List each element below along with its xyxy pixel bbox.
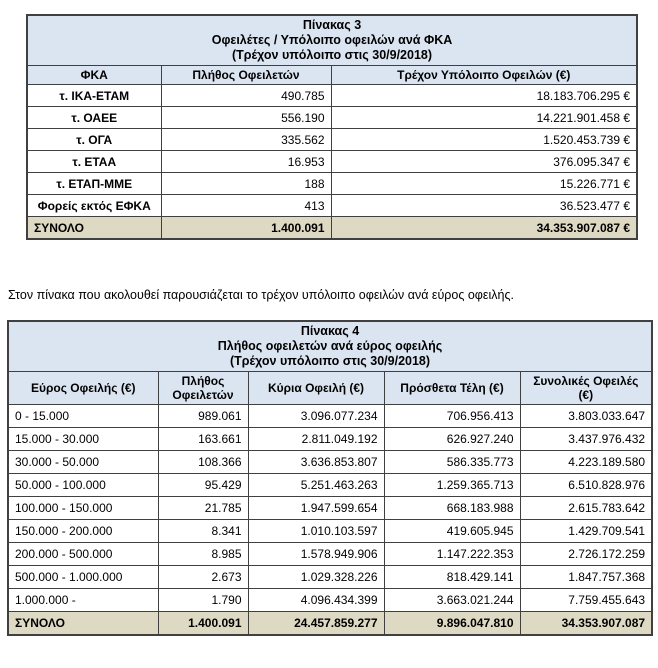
- table-cell: 8.341: [158, 520, 248, 543]
- intro-paragraph: Στον πίνακα που ακολουθεί παρουσιάζεται το τρέχον υπόλοιπο οφειλών ανά εύρος οφειλής.: [8, 288, 514, 302]
- column-header-count: Πλήθος Οφειλετών: [161, 66, 331, 85]
- table-cell: 0 - 15.000: [8, 405, 158, 428]
- table-cell: 21.785: [158, 497, 248, 520]
- total-row: [8, 612, 652, 636]
- table-cell: 1.520.453.739 €: [331, 129, 637, 151]
- table-row: [8, 566, 652, 589]
- table-cell: 419.605.945: [384, 520, 520, 543]
- table-cell: 6.510.828.976: [520, 474, 652, 497]
- table-row: [27, 195, 637, 217]
- column-header-surcharges: Πρόσθετα Τέλη (€): [384, 372, 520, 405]
- table-cell: 18.183.706.295 €: [331, 85, 637, 107]
- table-cell: 556.190: [161, 107, 331, 129]
- table-cell: τ. ΟΓΑ: [27, 129, 161, 151]
- table-cell: Φορείς εκτός ΕΦΚΑ: [27, 195, 161, 217]
- table-title-row: [8, 321, 652, 372]
- table-row: [8, 520, 652, 543]
- total-cell: 34.353.907.087: [520, 612, 652, 636]
- table3-title: [27, 15, 637, 66]
- table-cell: 7.759.455.643: [520, 589, 652, 612]
- table-cell: 1.000.000 -: [8, 589, 158, 612]
- table-row: [8, 497, 652, 520]
- table-cell: 188: [161, 173, 331, 195]
- table-cell: 668.183.988: [384, 497, 520, 520]
- column-header-row: [27, 66, 637, 85]
- table-cell: 490.785: [161, 85, 331, 107]
- table-cell: τ. ΕΤΑΠ-ΜΜΕ: [27, 173, 161, 195]
- table-cell: τ. ΟΑΕΕ: [27, 107, 161, 129]
- table-cell: 1.847.757.368: [520, 566, 652, 589]
- column-header-count: Πλήθος Οφειλετών: [158, 372, 248, 405]
- table-cell: 30.000 - 50.000: [8, 451, 158, 474]
- table-cell: 335.562: [161, 129, 331, 151]
- table-pinakas-3: [26, 14, 638, 240]
- table3-title-line1: Πίνακας 3: [302, 18, 362, 32]
- table-cell: 1.010.103.597: [248, 520, 384, 543]
- table-cell: 586.335.773: [384, 451, 520, 474]
- table-cell: 3.096.077.234: [248, 405, 384, 428]
- table-cell: 1.429.709.541: [520, 520, 652, 543]
- table-row: [27, 129, 637, 151]
- table-cell: 626.927.240: [384, 428, 520, 451]
- table-row: [27, 85, 637, 107]
- table-cell: 3.636.853.807: [248, 451, 384, 474]
- column-header-balance: Τρέχον Υπόλοιπο Οφειλών (€): [331, 66, 637, 85]
- table-cell: 989.061: [158, 405, 248, 428]
- total-row: [27, 217, 637, 240]
- table-cell: 2.673: [158, 566, 248, 589]
- table-cell: 2.811.049.192: [248, 428, 384, 451]
- table-cell: 1.947.599.654: [248, 497, 384, 520]
- table-cell: 706.956.413: [384, 405, 520, 428]
- table4-title-line1: Πίνακας 4: [300, 324, 360, 338]
- table-cell: 5.251.463.263: [248, 474, 384, 497]
- table-cell: 1.790: [158, 589, 248, 612]
- table-row: [8, 405, 652, 428]
- table-cell: 1.259.365.713: [384, 474, 520, 497]
- table-cell: 1.578.949.906: [248, 543, 384, 566]
- table-row: [27, 107, 637, 129]
- table3-title-line2: Οφειλέτες / Υπόλοιπο οφειλών ανά ΦΚΑ: [211, 33, 453, 47]
- table-row: [27, 151, 637, 173]
- table-cell: 4.223.189.580: [520, 451, 652, 474]
- table-cell: 8.985: [158, 543, 248, 566]
- table-row: [8, 589, 652, 612]
- table-cell: 1.147.222.353: [384, 543, 520, 566]
- table-cell: 150.000 - 200.000: [8, 520, 158, 543]
- column-header-row: [8, 372, 652, 405]
- table-cell: 163.661: [158, 428, 248, 451]
- table-pinakas-4: [7, 320, 653, 636]
- table-title-row: [27, 15, 637, 66]
- table-cell: 376.095.347 €: [331, 151, 637, 173]
- total-cell: 9.896.047.810: [384, 612, 520, 636]
- table-cell: 16.953: [161, 151, 331, 173]
- table-cell: 15.000 - 30.000: [8, 428, 158, 451]
- table4-title: [8, 321, 652, 372]
- total-cell: 1.400.091: [158, 612, 248, 636]
- table-cell: 1.029.328.226: [248, 566, 384, 589]
- table-cell: 14.221.901.458 €: [331, 107, 637, 129]
- table-cell: 2.615.783.642: [520, 497, 652, 520]
- table-cell: 2.726.172.259: [520, 543, 652, 566]
- column-header-main-debt: Κύρια Οφειλή (€): [248, 372, 384, 405]
- table-row: [8, 474, 652, 497]
- table-cell: 4.096.434.399: [248, 589, 384, 612]
- table-row: [8, 451, 652, 474]
- table-cell: 36.523.477 €: [331, 195, 637, 217]
- table-cell: 500.000 - 1.000.000: [8, 566, 158, 589]
- table4-title-line2: Πλήθος οφειλετών ανά εύρος οφειλής: [217, 339, 443, 353]
- table-cell: 413: [161, 195, 331, 217]
- column-header-range: Εύρος Οφειλής (€): [8, 372, 158, 405]
- total-label: ΣΥΝΟΛΟ: [27, 217, 161, 240]
- table-cell: 3.437.976.432: [520, 428, 652, 451]
- table-cell: 50.000 - 100.000: [8, 474, 158, 497]
- table-row: [8, 428, 652, 451]
- table-cell: 3.663.021.244: [384, 589, 520, 612]
- column-header-fka: ΦΚΑ: [27, 66, 161, 85]
- table-row: [8, 543, 652, 566]
- total-cell: 34.353.907.087 €: [331, 217, 637, 240]
- table-cell: τ. ΕΤΑΑ: [27, 151, 161, 173]
- table3-title-line3: (Τρέχον υπόλοιπο στις 30/9/2018): [231, 48, 433, 62]
- table-cell: 818.429.141: [384, 566, 520, 589]
- total-cell: 24.457.859.277: [248, 612, 384, 636]
- table-row: [27, 173, 637, 195]
- table4-title-line3: (Τρέχον υπόλοιπο στις 30/9/2018): [230, 354, 431, 368]
- table-cell: 108.366: [158, 451, 248, 474]
- total-label: ΣΥΝΟΛΟ: [8, 612, 158, 636]
- table-cell: 200.000 - 500.000: [8, 543, 158, 566]
- total-cell: 1.400.091: [161, 217, 331, 240]
- table-cell: 3.803.033.647: [520, 405, 652, 428]
- column-header-total-debt: Συνολικές Οφειλές (€): [520, 372, 652, 405]
- table-cell: 100.000 - 150.000: [8, 497, 158, 520]
- table-cell: 95.429: [158, 474, 248, 497]
- table-cell: 15.226.771 €: [331, 173, 637, 195]
- table-cell: τ. ΙΚΑ-ΕΤΑΜ: [27, 85, 161, 107]
